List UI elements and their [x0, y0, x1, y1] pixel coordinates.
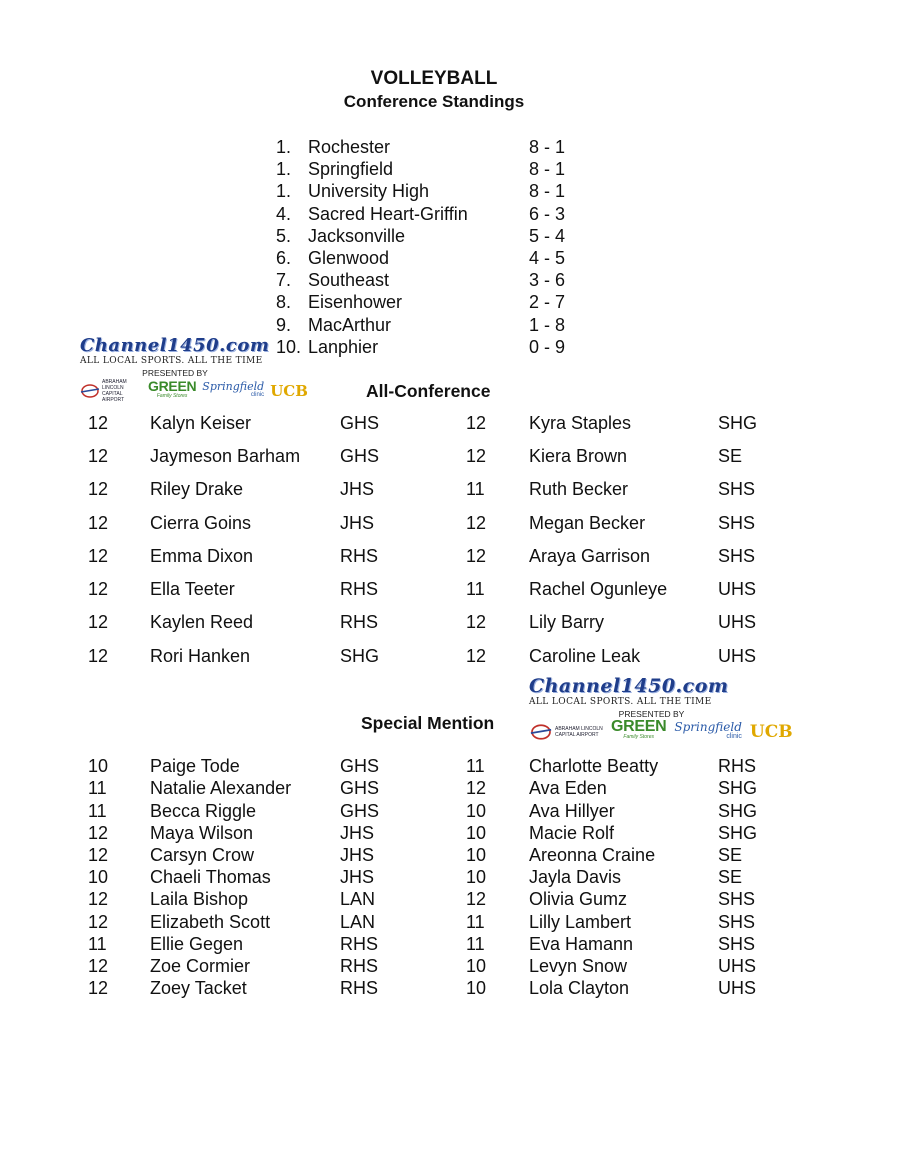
- year-cell: 12: [88, 579, 109, 599]
- standings-rank: 9.: [276, 314, 292, 335]
- school-cell: SHS: [718, 479, 756, 499]
- standings-rank: 1.: [276, 137, 292, 157]
- sponsor-tagline: ALL LOCAL SPORTS. ALL THE TIME: [529, 697, 712, 707]
- name-cell: Elizabeth Scott: [150, 912, 271, 932]
- school-cell: RHS: [340, 579, 379, 599]
- year-cell: 10: [88, 867, 109, 887]
- school-cell: SE: [718, 845, 743, 865]
- airport-logo: [529, 723, 603, 741]
- school-cell: RHS: [340, 546, 379, 566]
- standings-rank: 1.: [276, 181, 292, 202]
- year-cell: 10: [466, 956, 487, 976]
- school-cell: SHS: [718, 546, 756, 566]
- standings-rank: 4.: [276, 203, 292, 224]
- airport-logo: [80, 379, 142, 403]
- name-cell: Maya Wilson: [150, 823, 254, 843]
- year-cell: 10: [466, 845, 487, 865]
- year-cell: 12: [88, 546, 109, 566]
- name-cell: Zoe Cormier: [150, 956, 251, 976]
- standings-rank: 5.: [276, 225, 292, 246]
- name-cell: Megan Becker: [529, 513, 646, 533]
- name-cell: Rachel Ogunleye: [529, 579, 668, 599]
- school-cell: RHS: [340, 934, 379, 954]
- school-cell: GHS: [340, 801, 380, 821]
- year-cell: 10: [88, 756, 109, 776]
- school-cell: JHS: [340, 845, 375, 865]
- standings-team: Sacred Heart-Griffin: [308, 203, 468, 224]
- name-cell: Charlotte Beatty: [529, 756, 659, 776]
- ucb-logo: UCB: [749, 722, 793, 742]
- year-cell: 12: [88, 479, 109, 499]
- year-cell: 11: [88, 934, 107, 954]
- school-cell: JHS: [340, 513, 375, 533]
- year-cell: 11: [88, 801, 107, 821]
- year-cell: 12: [88, 845, 109, 865]
- year-cell: 12: [88, 912, 109, 932]
- name-cell: Riley Drake: [150, 479, 244, 499]
- springfield-clinic-logo: [202, 382, 264, 400]
- name-cell: Jayla Davis: [529, 867, 622, 887]
- springfield-sub: clinic: [250, 392, 265, 398]
- standings-team: MacArthur: [308, 314, 392, 335]
- name-cell: Laila Bishop: [150, 889, 249, 909]
- name-cell: Lily Barry: [529, 612, 605, 632]
- school-cell: RHS: [340, 612, 379, 632]
- standings-record: 6 - 3: [529, 203, 566, 224]
- standings-rank: 6.: [276, 247, 292, 268]
- school-cell: RHS: [340, 978, 379, 998]
- year-cell: 11: [466, 934, 485, 954]
- green-sub: Family Stores: [623, 734, 654, 740]
- school-cell: RHS: [718, 756, 757, 776]
- school-cell: UHS: [718, 579, 757, 599]
- year-cell: 12: [466, 646, 487, 666]
- school-cell: SHG: [340, 646, 380, 666]
- school-cell: JHS: [340, 479, 375, 499]
- school-cell: SHG: [718, 823, 758, 843]
- name-cell: Lilly Lambert: [529, 912, 632, 932]
- school-cell: SHS: [718, 912, 756, 932]
- standings-record: 1 - 8: [529, 314, 566, 335]
- all-conference-heading: All-Conference: [366, 381, 491, 401]
- year-cell: 11: [466, 912, 485, 932]
- school-cell: GHS: [340, 778, 380, 798]
- school-cell: LAN: [340, 889, 376, 909]
- springfield-name: Springfield: [674, 720, 742, 734]
- name-cell: Ellie Gegen: [150, 934, 244, 954]
- school-cell: JHS: [340, 823, 375, 843]
- year-cell: 12: [466, 546, 487, 566]
- year-cell: 11: [466, 479, 485, 499]
- school-cell: SE: [718, 867, 743, 887]
- name-cell: Emma Dixon: [150, 546, 254, 566]
- standings-record: 0 - 9: [529, 336, 566, 357]
- school-cell: UHS: [718, 956, 757, 976]
- year-cell: 12: [88, 956, 109, 976]
- year-cell: 12: [88, 889, 109, 909]
- year-cell: 12: [88, 823, 109, 843]
- springfield-name: Springfield: [202, 380, 265, 393]
- year-cell: 11: [466, 756, 485, 776]
- green-logo: [148, 378, 197, 401]
- sponsor-banner: [529, 675, 793, 742]
- name-cell: Eva Hamann: [529, 934, 634, 954]
- name-cell: Kyra Staples: [529, 413, 632, 433]
- name-cell: Areonna Craine: [529, 845, 656, 865]
- year-cell: 12: [88, 646, 109, 666]
- airport-name: ABRAHAM LINCOLN CAPITAL AIRPORT: [555, 726, 603, 738]
- year-cell: 12: [466, 778, 487, 798]
- standings-team: Rochester: [308, 137, 391, 157]
- standings-rank: 8.: [276, 292, 292, 313]
- name-cell: Jaymeson Barham: [150, 446, 301, 466]
- green-name: GREEN: [611, 718, 667, 735]
- name-cell: Ruth Becker: [529, 479, 629, 499]
- presented-by-label: PRESENTED BY: [142, 368, 208, 378]
- standings-team: University High: [308, 181, 430, 202]
- school-cell: SHG: [718, 778, 758, 798]
- year-cell: 12: [88, 978, 109, 998]
- green-sub: Family Stores: [156, 393, 188, 399]
- standings-rank: 1.: [276, 159, 292, 180]
- standings-record: 3 - 6: [529, 270, 566, 291]
- school-cell: UHS: [718, 612, 757, 632]
- standings-team: Jacksonville: [308, 225, 406, 246]
- channel1450-logo: Channel1450.com: [529, 675, 729, 697]
- springfield-clinic-logo: [674, 720, 742, 741]
- name-cell: Cierra Goins: [150, 513, 252, 533]
- name-cell: Lola Clayton: [529, 978, 630, 998]
- year-cell: 10: [466, 978, 487, 998]
- standings-record: 4 - 5: [529, 247, 566, 268]
- school-cell: JHS: [340, 867, 375, 887]
- name-cell: Ella Teeter: [150, 579, 235, 599]
- airport-icon: [529, 723, 553, 741]
- school-cell: RHS: [340, 956, 379, 976]
- school-cell: SHG: [718, 801, 758, 821]
- school-cell: SHS: [718, 889, 756, 909]
- name-cell: Ava Hillyer: [529, 801, 615, 821]
- school-cell: SHS: [718, 513, 756, 533]
- name-cell: Ava Eden: [529, 778, 607, 798]
- year-cell: 10: [466, 823, 487, 843]
- name-cell: Kalyn Keiser: [150, 413, 252, 433]
- name-cell: Chaeli Thomas: [150, 867, 271, 887]
- green-name: GREEN: [148, 378, 197, 394]
- year-cell: 12: [88, 446, 109, 466]
- name-cell: Rori Hanken: [150, 646, 251, 666]
- year-cell: 12: [466, 612, 487, 632]
- name-cell: Natalie Alexander: [150, 778, 292, 798]
- school-cell: GHS: [340, 446, 380, 466]
- standings-team: Eisenhower: [308, 292, 403, 313]
- standings-team: Springfield: [308, 159, 394, 180]
- name-cell: Araya Garrison: [529, 546, 651, 566]
- school-cell: GHS: [340, 756, 380, 776]
- page-title: VOLLEYBALL: [370, 68, 498, 89]
- school-cell: SE: [718, 446, 743, 466]
- year-cell: 12: [88, 413, 109, 433]
- standings-team: Glenwood: [308, 247, 390, 268]
- standings-record: 8 - 1: [529, 181, 566, 202]
- school-cell: SHS: [718, 934, 756, 954]
- school-cell: LAN: [340, 912, 376, 932]
- school-cell: UHS: [718, 646, 757, 666]
- standings-record: 5 - 4: [529, 225, 566, 246]
- name-cell: Macie Rolf: [529, 823, 615, 843]
- airport-name: ABRAHAM LINCOLN CAPITAL AIRPORT: [102, 379, 127, 403]
- year-cell: 12: [466, 889, 487, 909]
- green-logo: [611, 718, 667, 743]
- year-cell: 12: [88, 513, 109, 533]
- presented-by-label: PRESENTED BY: [618, 709, 685, 719]
- airport-icon: [80, 383, 100, 399]
- year-cell: 11: [466, 579, 485, 599]
- year-cell: 10: [466, 801, 487, 821]
- channel1450-logo: Channel1450.com: [80, 335, 270, 356]
- standings-team: Southeast: [308, 270, 390, 291]
- standings-record: 2 - 7: [529, 292, 566, 313]
- standings-rank: 10.: [276, 336, 302, 357]
- name-cell: Olivia Gumz: [529, 889, 628, 909]
- year-cell: 12: [466, 413, 487, 433]
- name-cell: Caroline Leak: [529, 646, 641, 666]
- year-cell: 12: [466, 513, 487, 533]
- school-cell: SHG: [718, 413, 758, 433]
- sponsor-logos: [80, 378, 308, 403]
- page-subtitle: Conference Standings: [343, 92, 525, 111]
- name-cell: Becca Riggle: [150, 801, 257, 821]
- standings-record: 8 - 1: [529, 137, 566, 157]
- standings-rank: 7.: [276, 270, 292, 291]
- name-cell: Paige Tode: [150, 756, 240, 776]
- springfield-sub: clinic: [726, 733, 742, 740]
- name-cell: Levyn Snow: [529, 956, 628, 976]
- year-cell: 10: [466, 867, 487, 887]
- special-mention-heading: Special Mention: [361, 713, 495, 733]
- year-cell: 12: [466, 446, 487, 466]
- standings-team: Lanphier: [308, 336, 379, 357]
- year-cell: 12: [88, 612, 109, 632]
- name-cell: Kiera Brown: [529, 446, 628, 466]
- school-cell: UHS: [718, 978, 757, 998]
- sponsor-tagline: ALL LOCAL SPORTS. ALL THE TIME: [80, 356, 263, 366]
- name-cell: Zoey Tacket: [150, 978, 247, 998]
- name-cell: Carsyn Crow: [150, 845, 255, 865]
- school-cell: GHS: [340, 413, 380, 433]
- sponsor-logos: [529, 718, 793, 742]
- standings-record: 8 - 1: [529, 159, 566, 180]
- name-cell: Kaylen Reed: [150, 612, 254, 632]
- ucb-logo: UCB: [270, 382, 308, 400]
- year-cell: 11: [88, 778, 107, 798]
